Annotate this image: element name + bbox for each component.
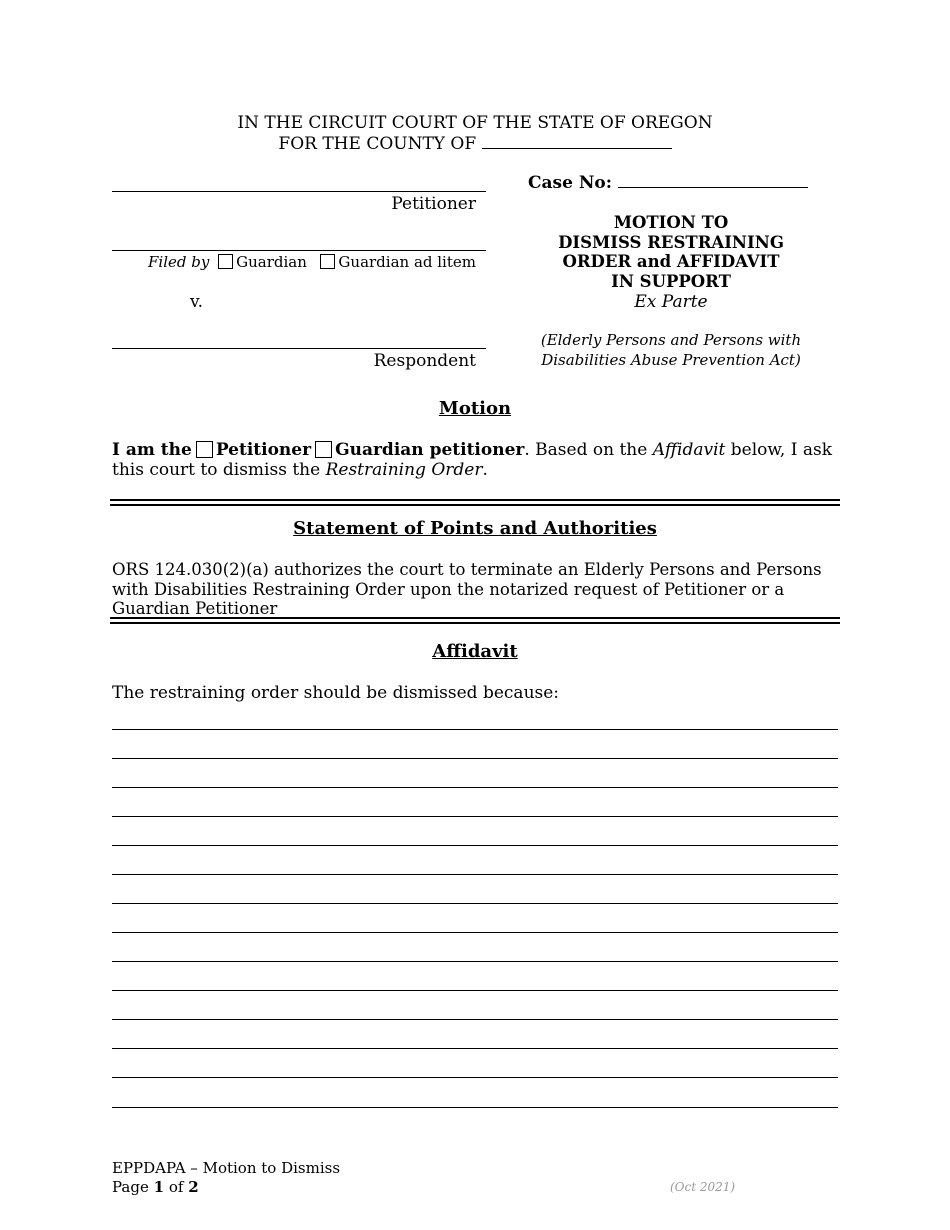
- page-number: 1: [153, 1178, 165, 1196]
- county-label: FOR THE COUNTY OF: [278, 134, 477, 154]
- affidavit-word: Affidavit: [652, 440, 726, 460]
- ex-parte-label: Ex Parte: [634, 292, 708, 312]
- affidavit-line[interactable]: [112, 1107, 838, 1108]
- affidavit-line[interactable]: [112, 1077, 838, 1078]
- affidavit-line[interactable]: [112, 874, 838, 875]
- affidavit-line[interactable]: [112, 1019, 838, 1020]
- title-line-1: MOTION TO: [613, 213, 729, 232]
- affidavit-line[interactable]: [112, 961, 838, 962]
- form-name: EPPDAPA – Motion to Dismiss: [112, 1159, 341, 1177]
- motion-text-a: . Based on the: [524, 440, 653, 460]
- guardian-name-line[interactable]: [112, 250, 486, 251]
- affidavit-line[interactable]: [112, 787, 838, 788]
- page-indicator: [112, 1178, 340, 1197]
- affidavit-line[interactable]: [112, 845, 838, 846]
- court-header: [0, 113, 950, 155]
- affidavit-line[interactable]: [112, 729, 838, 730]
- affidavit-line[interactable]: [112, 903, 838, 904]
- respondent-name-line[interactable]: [112, 348, 486, 349]
- restraining-order-word: Restraining Order: [325, 459, 483, 480]
- affidavit-line[interactable]: [112, 758, 838, 759]
- page-word: Page: [112, 1178, 149, 1196]
- county-field[interactable]: [482, 148, 672, 149]
- affidavit-line[interactable]: [112, 1048, 838, 1049]
- title-line-3: ORDER and AFFIDAVIT: [562, 252, 780, 271]
- guardian-ad-litem-checkbox[interactable]: [320, 254, 335, 269]
- petitioner-checkbox[interactable]: [196, 441, 213, 458]
- title-line-2: DISMISS RESTRAINING: [558, 232, 784, 252]
- motion-text: [112, 441, 838, 480]
- section-divider-1: [110, 499, 840, 506]
- guardian-label: Guardian: [236, 253, 307, 271]
- affidavit-line[interactable]: [112, 932, 838, 933]
- court-line-1: IN THE CIRCUIT COURT OF THE STATE OF OREGON: [237, 113, 713, 133]
- motion-heading: Motion: [438, 398, 512, 419]
- versus-label: v.: [190, 292, 203, 312]
- i-am-the-label: I am the: [112, 440, 192, 460]
- guardian-petitioner-checkbox[interactable]: [315, 441, 332, 458]
- case-no-label: Case No:: [528, 173, 613, 193]
- affidavit-heading: Affidavit: [432, 641, 518, 662]
- of-word: of: [168, 1178, 184, 1196]
- filed-by-label: Filed by: [148, 253, 210, 271]
- act-line-2: Disabilities Abuse Prevention Act): [541, 351, 801, 369]
- petitioner-option: Petitioner: [215, 440, 312, 460]
- page-total: 2: [188, 1178, 199, 1196]
- motion-text-b: below, I ask this court to dismiss the: [112, 440, 833, 480]
- motion-text-c: .: [482, 459, 488, 480]
- act-name: [506, 330, 836, 370]
- act-line-1: (Elderly Persons and Persons with: [540, 331, 802, 349]
- respondent-label: Respondent: [373, 351, 476, 371]
- affidavit-line[interactable]: [112, 990, 838, 991]
- affidavit-prompt: The restraining order should be dismissed because:: [112, 683, 560, 703]
- revision-date: (Oct 2021): [670, 1180, 736, 1194]
- statement-body: ORS 124.030(2)(a) authorizes the court to terminate an Elderly Persons and Persons with Disabilities Restraining Order upon the notarized request of Petitioner or a Guardian Petitioner: [112, 560, 822, 618]
- section-divider-2: [110, 617, 840, 624]
- petitioner-name-line[interactable]: [112, 191, 486, 192]
- document-title: [506, 213, 836, 291]
- affidavit-line[interactable]: [112, 816, 838, 817]
- footer-left: [112, 1159, 340, 1197]
- title-line-4: IN SUPPORT: [611, 271, 731, 291]
- guardian-petitioner-option: Guardian petitioner: [335, 440, 525, 460]
- petitioner-label: Petitioner: [391, 194, 476, 214]
- case-no-row: [528, 173, 808, 193]
- court-line-2: [0, 134, 950, 155]
- guardian-ad-litem-label: Guardian ad litem: [338, 253, 476, 271]
- statement-heading: Statement of Points and Authorities: [293, 518, 657, 539]
- filed-by-row: [112, 253, 476, 271]
- guardian-checkbox[interactable]: [218, 254, 233, 269]
- case-no-field[interactable]: [618, 187, 808, 188]
